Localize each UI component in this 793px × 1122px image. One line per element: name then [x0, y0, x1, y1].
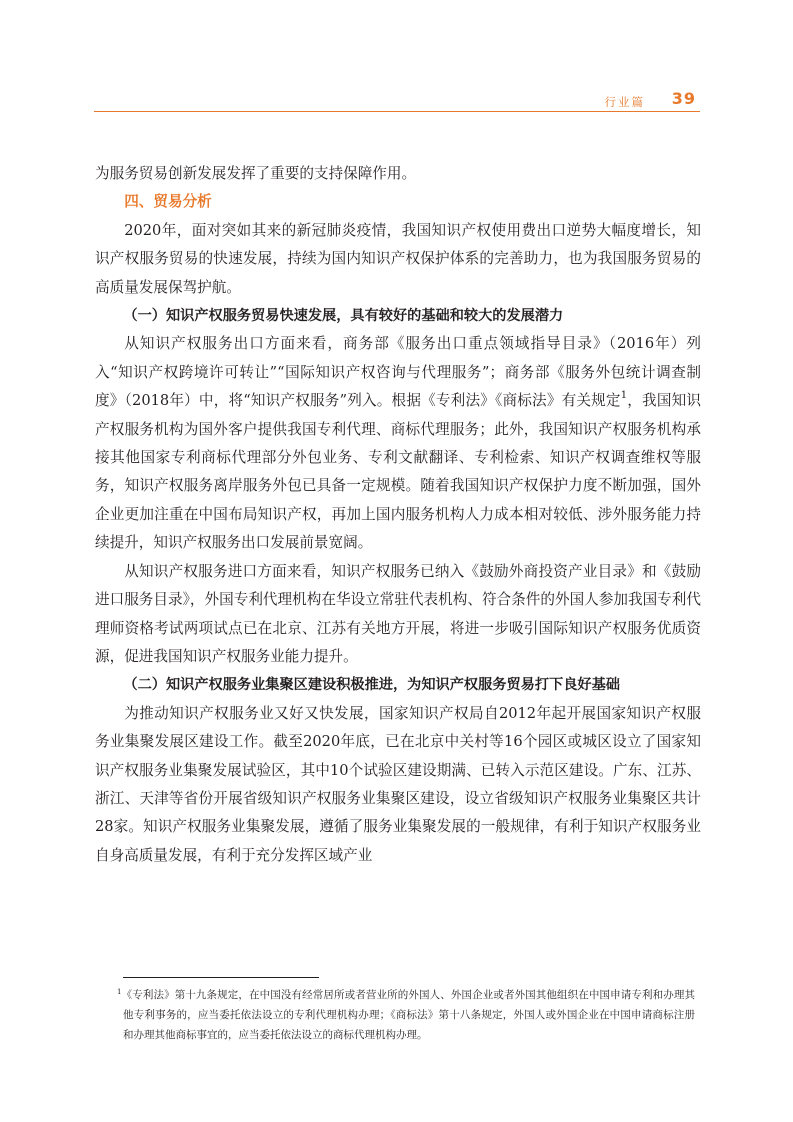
section-heading: 四、贸易分析 [124, 193, 212, 211]
paragraph-export-part-a: 从知识产权服务出口方面来看，商务部《服务出口重点领域指导目录》（2016年）列入“知识产权跨境许可转让”“国际知识产权咨询与代理服务”；商务部《服务外包统计调查制度》（2018年）中，将“知识产权服务”列入。根据《专利法》《商标法》有关规定 [95, 335, 701, 410]
footnote-mark: 1 [117, 988, 122, 996]
footnote-text [117, 985, 695, 1045]
page-number: 39 [671, 89, 696, 108]
body-text [95, 160, 701, 870]
paragraph-intro: 2020年，面对突如其来的新冠肺炎疫情，我国知识产权使用费出口逆势大幅度增长，知识产权服务贸易的快速发展，持续为国内知识产权保护体系的完善助力，也为我国服务贸易的高质量发展保驾护航。 [95, 221, 701, 296]
footnote-reference: 1 [620, 390, 628, 402]
footnote-divider [123, 977, 319, 978]
paragraph-continuation: 为服务贸易创新发展发挥了重要的支持保障作用。 [95, 165, 417, 182]
paragraph-cluster: 为推动知识产权服务业又好又快发展，国家知识产权局自2012年起开展国家知识产权服务业集聚发展区建设工作。截至2020年底，已在北京中关村等16个园区或城区设立了国家知识产权服务业集聚发展试验区，其中10个试验区建设期满、已转入示范区建设。广东、江苏、浙江、天津等省份开展省级知识产权服务业集聚区建设，设立省级知识产权服务业集聚区共计28家。知识产权服务业集聚发展，遵循了服务业集聚发展的一般规律，有利于知识产权服务业自身高质量发展，有利于充分发挥区域产业 [95, 704, 701, 864]
footnote-body: 《专利法》第十九条规定，在中国没有经常居所或者营业所的外国人、外国企业或者外国其他组织在中国申请专利和办理其他专利事务的，应当委托依法设立的专利代理机构办理；《商标法》第十八条规定，外国人或外国企业在中国申请商标注册和办理其他商标事宜的，应当委托依法设立的商标代理机构办理。 [121, 989, 695, 1041]
footnote [117, 985, 695, 1045]
header-section-title: 行业篇 [604, 95, 645, 109]
subsection-heading-2: （二）知识产权服务业集聚区建设积极推进，为知识产权服务贸易打下良好基础 [123, 677, 620, 694]
paragraph-export-part-b: ，我国知识产权服务机构为国外客户提供我国专利代理、商标代理服务；此外，我国知识产权服务机构承接其他国家专利商标代理部分外包业务、专利文献翻译、专利检索、知识产权调查维权等服务，知识产权服务离岸服务外包已具备一定规模。随着我国知识产权保护力度不断加强，国外企业更加注重在中国布局知识产权，再加上国内服务机构人力成本相对较低、涉外服务能力持续提升，知识产权服务出口发展前景宽阔。 [95, 392, 701, 552]
header-divider [94, 111, 700, 112]
page-header [94, 88, 700, 112]
paragraph-import: 从知识产权服务进口方面来看，知识产权服务已纳入《鼓励外商投资产业目录》和《鼓励进口服务目录》，外国专利代理机构在华设立常驻代表机构、符合条件的外国人参加我国专利代理师资格考试两项试点已在北京、江苏有关地方开展，将进一步吸引国际知识产权服务优质资源，促进我国知识产权服务业能力提升。 [95, 562, 701, 665]
subsection-heading-1: （一）知识产权服务贸易快速发展，具有较好的基础和较大的发展潜力 [123, 308, 564, 325]
paragraph-export [95, 330, 701, 557]
